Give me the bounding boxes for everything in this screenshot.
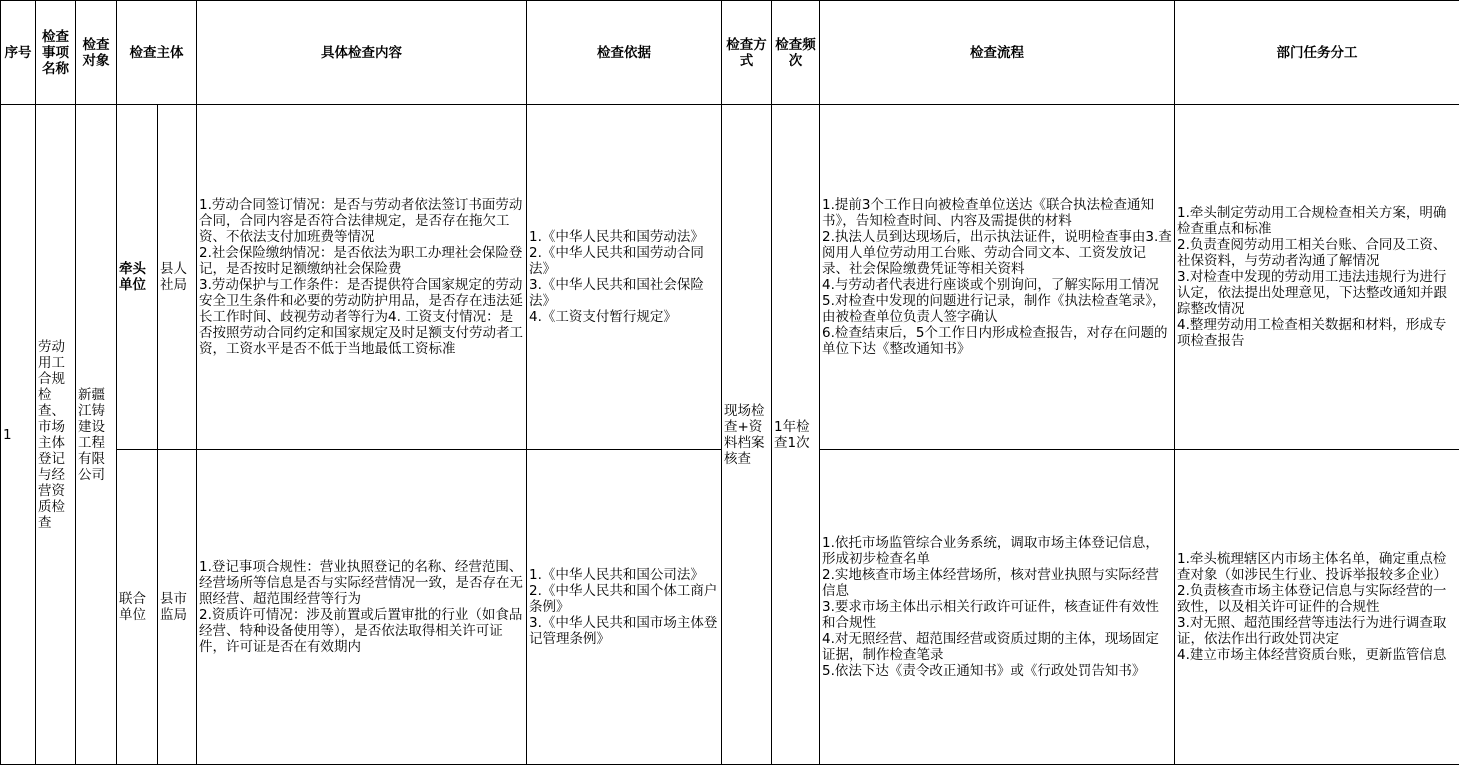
header-target: 检查对象	[76, 1, 117, 105]
joint-unit-agency: 县市监局	[158, 450, 197, 765]
header-content: 具体检查内容	[197, 1, 527, 105]
joint-unit-role: 联合单位	[117, 450, 158, 765]
row-frequency: 1年检查1次	[772, 105, 820, 765]
row-target: 新疆江铸建设工程有限公司	[76, 105, 117, 765]
header-process: 检查流程	[820, 1, 1175, 105]
lead-content: 1.劳动合同签订情况：是否与劳动者依法签订书面劳动合同，合同内容是否符合法律规定，是否存在拖欠工资、不依法支付加班费等情况 2.社会保险缴纳情况：是否依法为职工办理社会保险登记，是否按时足额缴纳社会保险费 3.劳动保护与工作条件：是否提供符合国家规定的劳动安全卫生条件和必要的劳动防护用品，是否存在违法延长工作时间、歧视劳动者等行为4. 工资支付情况：是否按照劳动合同约定和国家规定及时足额支付劳动者工资，工资水平是否不低于当地最低工资标准	[197, 105, 527, 450]
header-task: 部门任务分工	[1175, 1, 1459, 105]
header-subject: 检查主体	[117, 1, 197, 105]
header-item-name: 检查事项名称	[36, 1, 76, 105]
header-frequency: 检查频次	[772, 1, 820, 105]
row-item-name: 劳动用工合规检查、市场主体登记与经营资质检查	[36, 105, 76, 765]
joint-task: 1.牵头梳理辖区内市场主体名单，确定重点检查对象（如涉民生行业、投诉举报较多企业） 2.负责核查市场主体登记信息与实际经营的一致性，以及相关许可证件的合规性 3.对无照、超范围经营等违法行为进行调查取证，依法作出行政处罚决定 4.建立市场主体经营资质台账，更新监管信息	[1175, 450, 1459, 765]
lead-process: 1.提前3个工作日向被检查单位送达《联合执法检查通知书》，告知检查时间、内容及需提供的材料 2.执法人员到达现场后，出示执法证件，说明检查事由3.查阅用人单位劳动用工台账、劳动合同文本、工资发放记录、社会保险缴费凭证等相关资料 4.与劳动者代表进行座谈或个别询问，了解实际用工情况 5.对检查中发现的问题进行记录，制作《执法检查笔录》，由被检查单位负责人签字确认 6.检查结束后，5个工作日内形成检查报告，对存在问题的单位下达《整改通知书》	[820, 105, 1175, 450]
lead-unit-role: 牵头单位	[117, 105, 158, 450]
joint-basis: 1.《中华人民共和国公司法》 2.《中华人民共和国个体工商户条例》 3.《中华人民共和国市场主体登记管理条例》	[527, 450, 722, 765]
lead-basis: 1.《中华人民共和国劳动法》 2.《中华人民共和国劳动合同法》 3.《中华人民共和国社会保险法》 4.《工资支付暂行规定》	[527, 105, 722, 450]
joint-content: 1.登记事项合规性：营业执照登记的名称、经营范围、经营场所等信息是否与实际经营情况一致，是否存在无照经营、超范围经营等行为 2.资质许可情况：涉及前置或后置审批的行业（如食品经营、特种设备使用等），是否依法取得相关许可证件，许可证是否在有效期内	[197, 450, 527, 765]
header-seq: 序号	[1, 1, 36, 105]
header-method: 检查方式	[722, 1, 772, 105]
header-row	[1, 1, 1459, 105]
joint-process: 1.依托市场监管综合业务系统，调取市场主体登记信息，形成初步检查名单 2.实地核查市场主体经营场所，核对营业执照与实际经营信息 3.要求市场主体出示相关行政许可证件，核查证件有效性和合规性 4.对无照经营、超范围经营或资质过期的主体，现场固定证据，制作检查笔录 5.依法下达《责令改正通知书》或《行政处罚告知书》	[820, 450, 1175, 765]
lead-unit-agency: 县人社局	[158, 105, 197, 450]
header-basis: 检查依据	[527, 1, 722, 105]
row-seq: 1	[1, 105, 36, 765]
lead-task: 1.牵头制定劳动用工合规检查相关方案，明确检查重点和标准 2.负责查阅劳动用工相关台账、合同及工资、社保资料，与劳动者沟通了解情况 3.对检查中发现的劳动用工违法违规行为进行认定，依法提出处理意见，下达整改通知并跟踪整改情况 4.整理劳动用工检查相关数据和材料，形成专项检查报告	[1175, 105, 1459, 450]
table-row	[1, 105, 1459, 450]
row-method: 现场检查+资料档案核查	[722, 105, 772, 765]
